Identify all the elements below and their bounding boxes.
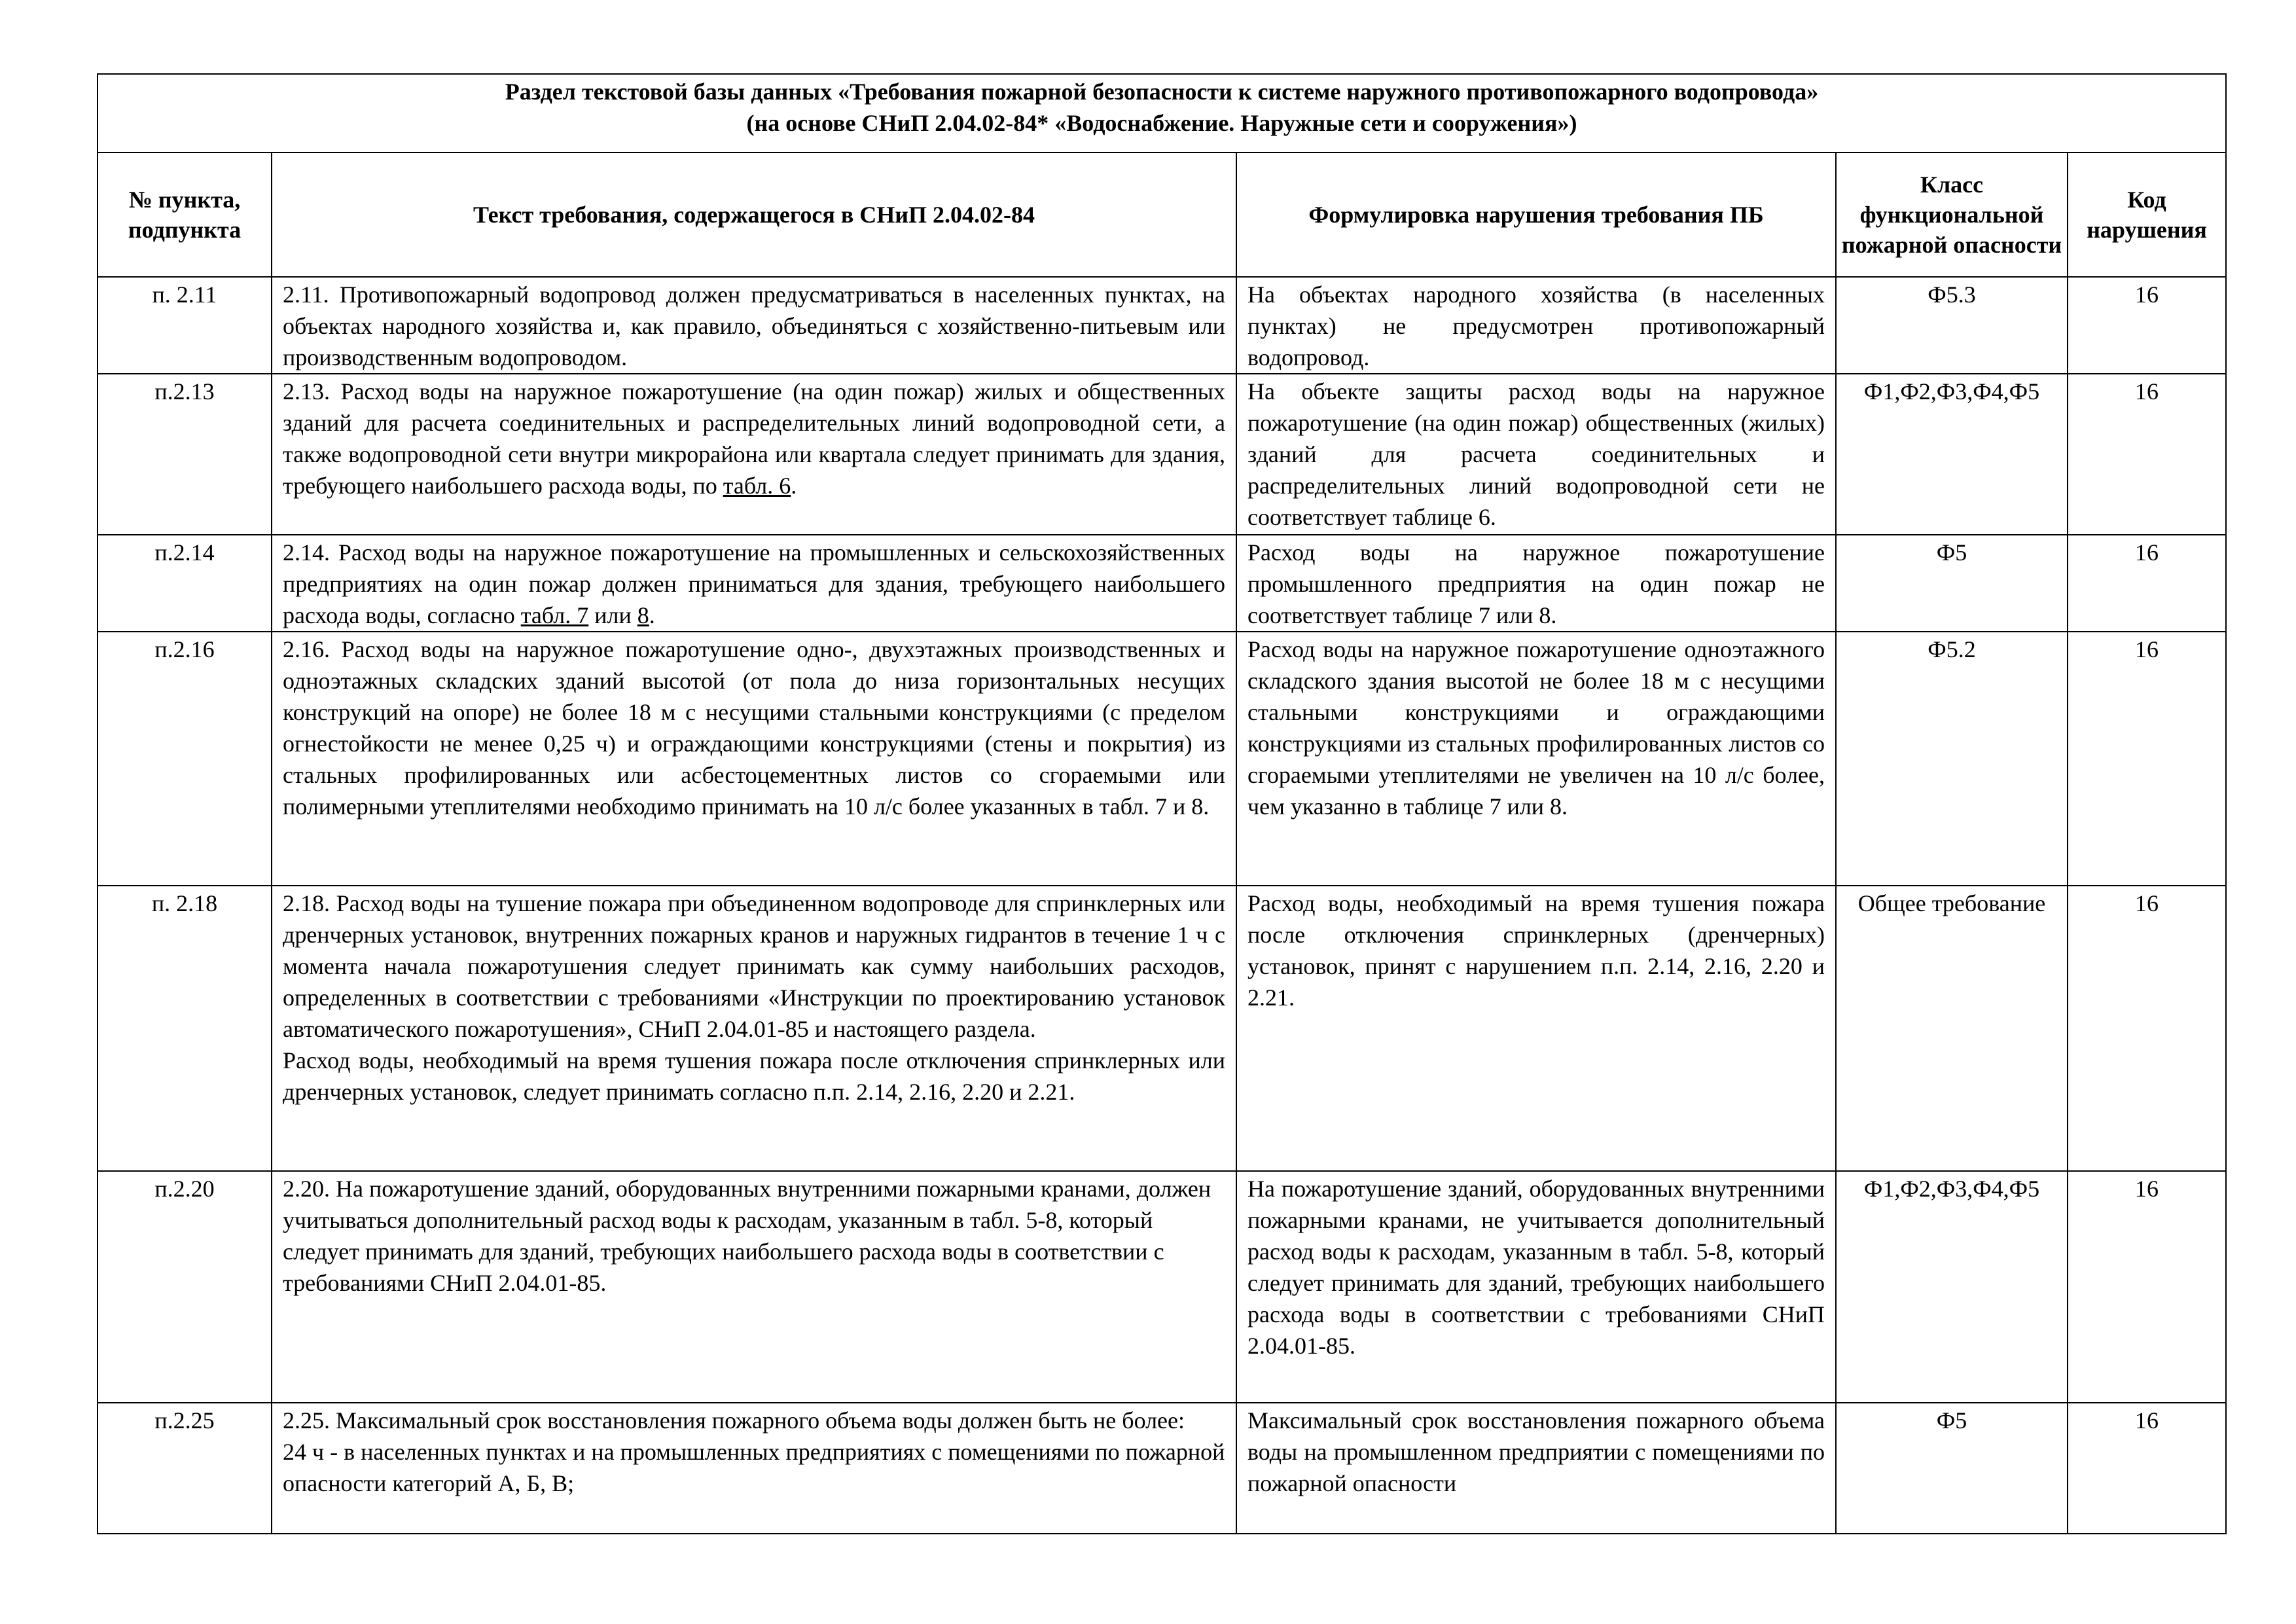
row-text-part: 2.13. Расход воды на наружное пожаротушение (на один пожар) жилых и общественных зданий для расчета соединительных и распределительных линий водопроводной сети, а также водопроводной сети внутри микрорайона или квартала следует принимать для здания, требующего наибольшего расхода воды, по xyxy=(283,378,1225,499)
row-violation xyxy=(1236,1171,1836,1403)
row-violation-para: Расход воды, необходимый на время тушения пожара после отключения спринклерных (дренчерных) установок, принят с нарушением п.п. 2.14, 2.16, 2.20 и 2.21. xyxy=(1247,890,1825,1011)
header-text: Текст требования, содержащегося в СНиП 2.04.02-84 xyxy=(272,153,1236,277)
row-num: п.2.25 xyxy=(98,1403,272,1534)
table-row xyxy=(98,535,2226,632)
row-text-para: 2.11. Противопожарный водопровод должен предусматриваться в населенных пунктах, на объектах народного хозяйства и, как правило, объединяться с хозяйственно-питьевым или производственным водопроводом. xyxy=(283,281,1225,370)
row-num: п.2.20 xyxy=(98,1171,272,1403)
row-text-para: 2.16. Расход воды на наружное пожаротушение одно-, двухэтажных производственных и одноэтажных складских зданий высотой (от пола до низа горизонтальных несущих конструкций на опоре) не более 18 м с несущими стальными конструкциями (с пределом огнестойкости не менее 0,25 ч) и ограждающими конструкциями (стены и покрытия) из стальных профилированных или асбестоцементных листов со сгораемыми или полимерными утеплителями необходимо принимать на 10 л/с более указанных в табл. 7 и 8. xyxy=(283,636,1225,820)
row-text-part: . xyxy=(649,602,655,628)
row-violation xyxy=(1236,1403,1836,1534)
header-code: Код нарушения xyxy=(2068,153,2226,277)
title-line-2: (на основе СНиП 2.04.02-84* «Водоснабжение. Наружные сети и сооружения») xyxy=(746,110,1577,136)
row-text xyxy=(272,535,1236,632)
row-class: Ф5.2 xyxy=(1836,632,2068,886)
table-row xyxy=(98,1403,2226,1534)
row-code: 16 xyxy=(2068,886,2226,1171)
row-violation xyxy=(1236,277,1836,374)
row-text-para: 2.18. Расход воды на тушение пожара при объединенном водопроводе для спринклерных или дренчерных установок, внутренних пожарных кранов и наружных гидрантов в течение 1 ч с момента начала пожаротушения следует принимать как сумму наибольших расходов, определенных в соответствии с требованиями «Инструкции по проектированию установок автоматического пожаротушения», СНиП 2.04.01-85 и настоящего раздела. xyxy=(283,890,1225,1042)
requirements-table xyxy=(97,73,2227,1534)
row-text xyxy=(272,1171,1236,1403)
row-class: Ф5 xyxy=(1836,535,2068,632)
row-text xyxy=(272,374,1236,535)
row-text xyxy=(272,632,1236,886)
row-violation-para: Расход воды на наружное пожаротушение одноэтажного складского здания высотой не более 18 м с несущими стальными конструкциями и ограждающими конструкциями из стальных профилированных листов со сгораемыми утеплителями не увеличен на 10 л/с более, чем указанно в таблице 7 или 8. xyxy=(1247,636,1825,820)
row-class: Ф5 xyxy=(1836,1403,2068,1534)
table-6-link[interactable]: табл. 6 xyxy=(723,473,791,499)
row-violation xyxy=(1236,374,1836,535)
row-text xyxy=(272,277,1236,374)
row-violation-para: На пожаротушение зданий, оборудованных внутренними пожарными кранами, не учитывается дополнительный расход воды к расходам, указанным в табл. 5-8, который следует принимать для зданий, требующих наибольшего расхода воды в соответствии с требованиями СНиП 2.04.01-85. xyxy=(1247,1176,1825,1359)
row-violation xyxy=(1236,632,1836,886)
row-code: 16 xyxy=(2068,1403,2226,1534)
row-code: 16 xyxy=(2068,374,2226,535)
row-text-part: 2.14. Расход воды на наружное пожаротушение на промышленных и сельскохозяйственных предприятиях на один пожар должен приниматься для здания, требующего наибольшего расхода воды, согласно xyxy=(283,539,1225,628)
row-violation-para: На объекте защиты расход воды на наружное пожаротушение (на один пожар) общественных (жилых) зданий для расчета соединительных и распределительных линий водопроводной сети не соответствует таблице 6. xyxy=(1247,378,1825,530)
row-num: п. 2.18 xyxy=(98,886,272,1171)
row-num: п. 2.11 xyxy=(98,277,272,374)
row-text-para xyxy=(283,376,1225,501)
row-text xyxy=(272,1403,1236,1534)
row-code: 16 xyxy=(2068,632,2226,886)
row-class: Ф1,Ф2,Ф3,Ф4,Ф5 xyxy=(1836,1171,2068,1403)
header-num: № пункта, подпункта xyxy=(98,153,272,277)
table-row xyxy=(98,277,2226,374)
row-code: 16 xyxy=(2068,277,2226,374)
row-text xyxy=(272,886,1236,1171)
row-text-para: 2.25. Максимальный срок восстановления пожарного объема воды должен быть не более: xyxy=(283,1407,1185,1434)
row-text-part: или xyxy=(588,602,637,628)
row-violation-para: На объектах народного хозяйства (в населенных пунктах) не предусмотрен противопожарный водопровод. xyxy=(1247,281,1825,370)
row-violation xyxy=(1236,535,1836,632)
row-num: п.2.13 xyxy=(98,374,272,535)
header-violation: Формулировка нарушения требования ПБ xyxy=(1236,153,1836,277)
row-violation-para: Максимальный срок восстановления пожарного объема воды на промышленном предприятии с помещениями по пожарной опасности xyxy=(1247,1407,1825,1496)
row-class: Общее требование xyxy=(1836,886,2068,1171)
row-text-para: 2.20. На пожаротушение зданий, оборудованных внутренними пожарными кранами, должен учитываться дополнительный расход воды к расходам, указанным в табл. 5-8, который следует принимать для зданий, требующих наибольшего расхода воды в соответствии с требованиями СНиП 2.04.01-85. xyxy=(283,1176,1211,1296)
table-8-link[interactable]: 8 xyxy=(637,602,649,628)
table-7-link[interactable]: табл. 7 xyxy=(520,602,589,628)
row-code: 16 xyxy=(2068,1171,2226,1403)
table-row xyxy=(98,374,2226,535)
header-row xyxy=(98,153,2226,277)
title-row xyxy=(98,74,2226,153)
table-row xyxy=(98,632,2226,886)
table-row xyxy=(98,886,2226,1171)
row-text-para: Расход воды, необходимый на время тушения пожара после отключения спринклерных или дренчерных установок, следует принимать согласно п.п. 2.14, 2.16, 2.20 и 2.21. xyxy=(283,1047,1225,1105)
row-violation xyxy=(1236,886,1836,1171)
table-row xyxy=(98,1171,2226,1403)
row-class: Ф5.3 xyxy=(1836,277,2068,374)
table-title xyxy=(98,74,2226,153)
header-class: Класс функциональной пожарной опасности xyxy=(1836,153,2068,277)
title-line-1: Раздел текстовой базы данных «Требования пожарной безопасности к системе наружного противопожарного водопровода» xyxy=(505,79,1819,105)
row-class: Ф1,Ф2,Ф3,Ф4,Ф5 xyxy=(1836,374,2068,535)
row-text-para xyxy=(283,537,1225,631)
row-text-para: 24 ч - в населенных пунктах и на промышленных предприятиях с помещениями по пожарной опасности категорий А, Б, В; xyxy=(283,1439,1225,1496)
row-num: п.2.16 xyxy=(98,632,272,886)
document-page xyxy=(97,73,2225,1534)
row-num: п.2.14 xyxy=(98,535,272,632)
row-violation-para: Расход воды на наружное пожаротушение промышленного предприятия на один пожар не соответствует таблице 7 или 8. xyxy=(1247,539,1825,628)
row-code: 16 xyxy=(2068,535,2226,632)
row-text-part: . xyxy=(791,473,797,499)
